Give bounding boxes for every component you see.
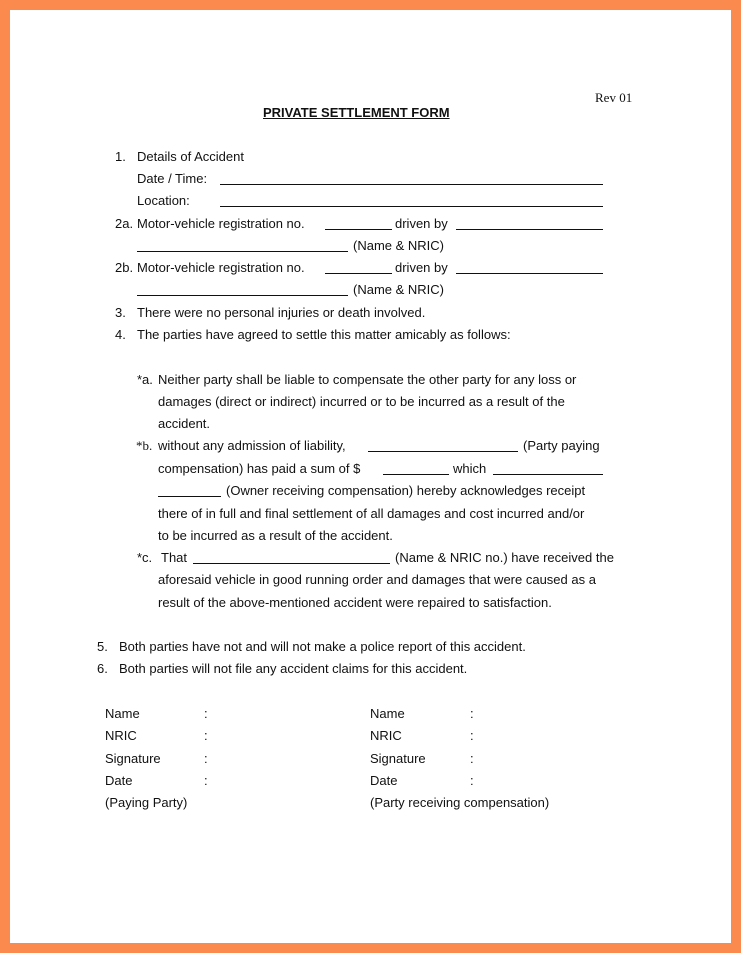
right-nric-label: NRIC [370,728,402,743]
right-date-label: Date [370,773,398,788]
location-label: Location: [137,193,190,208]
option-c-mark: *c. [137,550,153,565]
sum-amount-field[interactable] [383,474,449,475]
option-b-line-5: to be incurred as a result of the accident. [158,528,393,543]
option-b-mark: *b. [136,438,153,453]
option-b-line-4: there of in full and final settlement of all damages and cost incurred and/or [158,506,585,521]
name-nric-label-2b: (Name & NRIC) [353,282,445,297]
driven-by-label-2b: driven by [395,260,448,275]
paying-party-label: (Paying Party) [105,795,188,810]
item-number-2b: 2b. [115,260,134,275]
left-nric-label: NRIC [105,728,137,743]
name-nric-label-2a: (Name & NRIC) [353,238,445,253]
receiving-party-label: (Party receiving compensation) [370,795,550,810]
option-b-line-3: (Owner receiving compensation) hereby acknowledges receipt [226,483,586,498]
item-number-2a: 2a. [115,216,134,231]
date-time-field[interactable] [220,184,603,185]
owner-receiving-field-b[interactable] [158,496,221,497]
registration-label-2b: Motor-vehicle registration no. [137,260,305,275]
driven-by-field-2b[interactable] [456,273,603,274]
owner-receiving-field-a[interactable] [493,474,603,475]
name-nric-field-c[interactable] [193,563,390,564]
option-c-line-1a: That [161,550,188,565]
option-c-line-1b: (Name & NRIC no.) have received the [395,550,614,565]
name-nric-field-2a[interactable] [137,251,348,252]
item-number-1: 1. [115,149,126,164]
left-nric-colon: : [204,728,208,743]
left-signature-label: Signature [105,751,161,766]
option-b-line-2a: compensation) has paid a sum of $ [158,461,361,476]
registration-field-2a[interactable] [325,229,392,230]
driven-by-field-2a[interactable] [456,229,603,230]
item-number-4: 4. [115,327,126,342]
left-signature-colon: : [204,751,208,766]
paying-party-field[interactable] [368,451,518,452]
item-6-text: Both parties will not file any accident claims for this accident. [119,661,468,676]
option-a-mark: *a. [137,372,153,387]
item-number-5: 5. [97,639,108,654]
item-3-text: There were no personal injuries or death involved. [137,305,426,320]
option-c-line-2: aforesaid vehicle in good running order and damages that were caused as a [158,572,596,587]
left-date-label: Date [105,773,133,788]
right-nric-colon: : [470,728,474,743]
form-title: PRIVATE SETTLEMENT FORM [263,105,450,120]
item-4-text: The parties have agreed to settle this matter amicably as follows: [137,327,511,342]
left-name-colon: : [204,706,208,721]
date-time-label: Date / Time: [137,171,208,186]
option-b-line-1b: (Party paying [523,438,600,453]
left-name-label: Name [105,706,140,721]
item-5-text: Both parties have not and will not make a police report of this accident. [119,639,526,654]
location-field[interactable] [220,206,603,207]
registration-label-2a: Motor-vehicle registration no. [137,216,305,231]
right-name-colon: : [470,706,474,721]
right-signature-label: Signature [370,751,426,766]
name-nric-field-2b[interactable] [137,295,348,296]
option-c-line-3: result of the above-mentioned accident were repaired to satisfaction. [158,595,552,610]
form-page [10,10,731,943]
driven-by-label-2a: driven by [395,216,448,231]
left-date-colon: : [204,773,208,788]
right-date-colon: : [470,773,474,788]
option-a-line-1: Neither party shall be liable to compensate the other party for any loss or [158,372,577,387]
option-b-line-2b: which [453,461,487,476]
item-number-3: 3. [115,305,126,320]
right-name-label: Name [370,706,405,721]
right-signature-colon: : [470,751,474,766]
item-number-6: 6. [97,661,108,676]
option-b-line-1a: without any admission of liability, [158,438,346,453]
option-a-line-3: accident. [158,416,211,431]
revision-label: Rev 01 [595,90,633,105]
details-heading: Details of Accident [137,149,244,164]
option-a-line-2: damages (direct or indirect) incurred or to be incurred as a result of the [158,394,565,409]
registration-field-2b[interactable] [325,273,392,274]
